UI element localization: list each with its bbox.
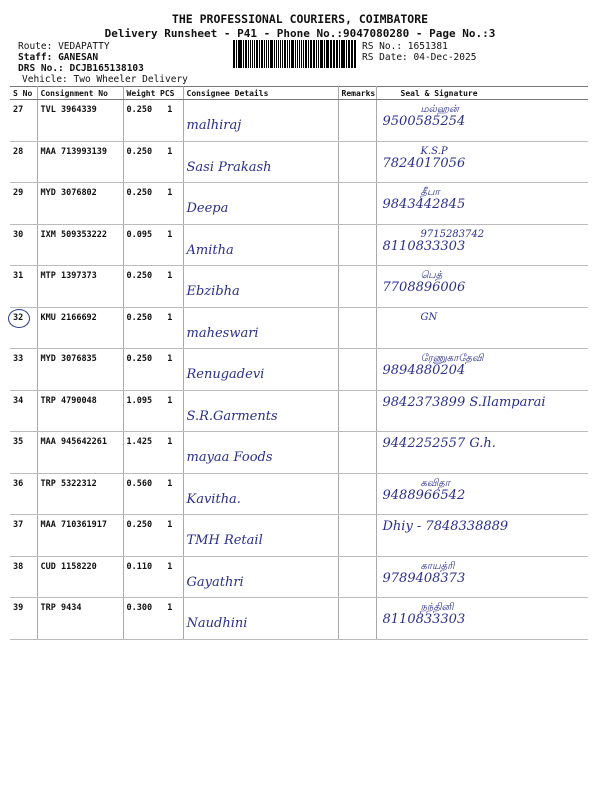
barcode-bar	[248, 40, 250, 68]
rs-no-line	[362, 41, 448, 52]
cell-weight: 0.095	[123, 224, 157, 266]
signature-phone: 7708896006	[382, 280, 466, 295]
vehicle-line	[22, 74, 188, 85]
cell-weight: 1.095	[123, 390, 157, 432]
cell-consignee	[183, 390, 338, 432]
cell-signature	[376, 556, 588, 598]
cell-pcs: 1	[157, 556, 183, 598]
barcode-bar	[333, 40, 335, 68]
cell-signature	[376, 598, 588, 640]
serial-number: 30	[13, 229, 24, 240]
cell-signature	[376, 183, 588, 225]
barcode-bar	[301, 40, 302, 68]
cell-weight: 0.250	[123, 141, 157, 183]
cell-consignee	[183, 183, 338, 225]
cell-pcs: 1	[157, 432, 183, 474]
col-header-consignment: Consignment No	[37, 87, 123, 100]
cell-sno	[10, 224, 37, 266]
barcode-bar	[268, 40, 270, 68]
cell-signature	[376, 266, 588, 308]
cell-consignment: MYD 3076835	[37, 349, 123, 391]
barcode-bar	[324, 40, 325, 68]
barcode-bar	[354, 40, 356, 68]
cell-weight: 1.425	[123, 432, 157, 474]
cell-remarks	[338, 598, 376, 640]
cell-weight: 0.250	[123, 349, 157, 391]
cell-pcs: 1	[157, 183, 183, 225]
signature-phone: 8110833303	[382, 612, 466, 627]
serial-number: 33	[13, 354, 24, 364]
barcode-bar	[254, 40, 255, 68]
cell-sno	[10, 141, 37, 183]
signature-mark: ரேணுகாதேவி	[420, 353, 484, 364]
cell-consignment: IXM 509353222	[37, 224, 123, 266]
signature-mark: K.S.P	[420, 145, 448, 157]
cell-weight: 0.250	[123, 100, 157, 142]
cell-consignee	[183, 100, 338, 142]
cell-sno	[10, 556, 37, 598]
serial-number: 37	[13, 520, 24, 530]
cell-weight: 0.250	[123, 266, 157, 308]
rs-date-line	[362, 52, 476, 63]
cell-sno	[10, 183, 37, 225]
signature-phone: 9789408373	[382, 570, 466, 586]
barcode-bar	[331, 40, 332, 68]
barcode-bar	[252, 40, 253, 68]
barcode-bar	[264, 40, 265, 68]
barcode-bar	[238, 40, 239, 68]
serial-number: 36	[13, 478, 24, 489]
cell-sno	[10, 515, 37, 557]
cell-weight: 0.110	[123, 556, 157, 598]
cell-consignment: MTP 1397373	[37, 266, 123, 308]
cell-signature	[376, 224, 588, 266]
route-value: VEDAPATTY	[58, 41, 110, 52]
cell-signature	[376, 515, 588, 557]
rs-no-value: 1651381	[407, 41, 448, 52]
cell-sno	[10, 598, 37, 640]
consignee-name: maheswari	[186, 325, 259, 341]
table-row	[10, 307, 588, 349]
barcode-bar	[313, 40, 315, 68]
cell-consignment: TRP 9434	[37, 598, 123, 640]
cell-sno	[10, 473, 37, 515]
table-row	[10, 141, 588, 183]
signature-phone: 9894880204	[382, 363, 466, 378]
rs-date-label: RS Date:	[362, 52, 408, 63]
cell-consignment: MAA 713993139	[37, 141, 123, 183]
cell-remarks	[338, 432, 376, 474]
cell-pcs: 1	[157, 100, 183, 142]
signature-phone: Dhiy - 7848338889	[382, 519, 509, 534]
barcode-bar	[276, 40, 277, 68]
barcode-bar	[291, 40, 294, 68]
table-row	[10, 432, 588, 474]
cell-pcs: 1	[157, 390, 183, 432]
cell-weight: 0.250	[123, 307, 157, 349]
cell-consignee	[183, 224, 338, 266]
consignee-name: Sasi Prakash	[186, 159, 272, 175]
barcode-bar	[250, 40, 251, 68]
vehicle-label: Vehicle:	[22, 74, 68, 85]
cell-pcs: 1	[157, 224, 183, 266]
rs-no-label: RS No.:	[362, 41, 403, 52]
cell-signature	[376, 349, 588, 391]
table-row	[10, 224, 588, 266]
staff-line	[18, 52, 98, 63]
cell-consignment: MYD 3076802	[37, 183, 123, 225]
barcode-bar	[245, 40, 247, 68]
consignee-name: Gayathri	[186, 574, 244, 590]
cell-consignee	[183, 556, 338, 598]
consignee-name: Renugadevi	[186, 367, 265, 382]
cell-remarks	[338, 183, 376, 225]
cell-consignment: MAA 710361917	[37, 515, 123, 557]
cell-signature	[376, 473, 588, 515]
drs-line	[18, 63, 144, 74]
barcode-bar	[236, 40, 237, 68]
serial-number: 32	[13, 312, 24, 323]
cell-consignee	[183, 432, 338, 474]
serial-number: 35	[13, 437, 24, 447]
cell-consignment: TRP 5322312	[37, 473, 123, 515]
signature-mark: பெத்	[420, 270, 443, 281]
cell-consignee	[183, 349, 338, 391]
consignee-name: Amitha	[186, 242, 234, 258]
vehicle-value: Two Wheeler Delivery	[73, 74, 188, 85]
table-row	[10, 349, 588, 391]
barcode-bar	[284, 40, 286, 68]
table-row	[10, 473, 588, 515]
cell-remarks	[338, 224, 376, 266]
rs-date-value: 04-Dec-2025	[413, 52, 477, 63]
consignee-name: Deepa	[186, 201, 229, 216]
cell-consignee	[183, 141, 338, 183]
col-header-signature: Seal & Signature	[376, 87, 588, 100]
cell-weight: 0.250	[123, 515, 157, 557]
table-header-row	[10, 87, 588, 100]
cell-signature	[376, 307, 588, 349]
table-row	[10, 515, 588, 557]
barcode-bar	[287, 40, 289, 68]
signature-phone: 9500585254	[382, 114, 466, 129]
barcode-bar	[346, 40, 347, 68]
barcode-bar	[274, 40, 275, 68]
consignee-name: Ebzibha	[186, 284, 240, 299]
cell-remarks	[338, 307, 376, 349]
barcode-bar	[243, 40, 244, 68]
cell-consignee	[183, 598, 338, 640]
serial-number: 39	[13, 603, 24, 613]
signature-phone: 9843442845	[382, 197, 466, 212]
signature-mark: காயத்ரி	[420, 560, 455, 572]
cell-pcs: 1	[157, 307, 183, 349]
cell-signature	[376, 432, 588, 474]
cell-weight: 0.250	[123, 183, 157, 225]
signature-mark: நந்தினி	[420, 602, 454, 613]
signature-mark: மல்ஹன்	[420, 104, 459, 115]
cell-consignee	[183, 473, 338, 515]
barcode	[233, 40, 357, 68]
drs-label: DRS No.:	[18, 63, 64, 74]
table-row	[10, 183, 588, 225]
barcode-bar	[256, 40, 259, 68]
cell-sno	[10, 432, 37, 474]
signature-mark: GN	[420, 311, 438, 323]
runsheet-table	[10, 86, 588, 640]
cell-pcs: 1	[157, 515, 183, 557]
barcode-bar	[341, 40, 342, 68]
document-subtitle: Delivery Runsheet - P41 - Phone No.:9047080280 - Page No.:3	[104, 27, 496, 40]
col-header-sno: S No	[10, 87, 37, 100]
cell-consignment: CUD 1158220	[37, 556, 123, 598]
table-row	[10, 100, 588, 142]
document-title: THE PROFESSIONAL COURIERS, COIMBATORE	[171, 12, 429, 26]
table-row	[10, 556, 588, 598]
cell-consignee	[183, 307, 338, 349]
cell-signature	[376, 390, 588, 432]
consignee-name: S.R.Garments	[186, 408, 278, 424]
cell-sno	[10, 390, 37, 432]
barcode-bar	[339, 40, 340, 68]
barcode-bar	[351, 40, 352, 68]
staff-value: GANESAN	[58, 52, 99, 63]
barcode-bar	[305, 40, 307, 68]
barcode-bar	[239, 40, 242, 68]
cell-remarks	[338, 390, 376, 432]
serial-number: 34	[13, 395, 24, 406]
col-header-remarks: Remarks	[338, 87, 376, 100]
cell-consignment: TVL 3964339	[37, 100, 123, 142]
cell-consignment: MAA 945642261	[37, 432, 123, 474]
barcode-bar	[310, 40, 313, 68]
staff-label: Staff:	[18, 52, 53, 63]
barcode-bar	[266, 40, 267, 68]
cell-weight: 0.560	[123, 473, 157, 515]
cell-consignment: KMU 2166692	[37, 307, 123, 349]
col-header-pcs: PCS	[157, 87, 183, 100]
signature-phone: 9442252557 G.h.	[382, 436, 496, 451]
cell-remarks	[338, 266, 376, 308]
cell-remarks	[338, 141, 376, 183]
table-row	[10, 390, 588, 432]
barcode-bar	[289, 40, 290, 68]
cell-remarks	[338, 473, 376, 515]
barcode-bar	[295, 40, 296, 68]
barcode-bar	[297, 40, 298, 68]
barcode-bar	[336, 40, 338, 68]
barcode-bar	[282, 40, 283, 68]
table-row	[10, 266, 588, 308]
consignee-name: Naudhini	[186, 616, 248, 631]
cell-sno	[10, 307, 37, 349]
cell-consignee	[183, 266, 338, 308]
cell-remarks	[338, 349, 376, 391]
barcode-bar	[316, 40, 317, 68]
cell-pcs: 1	[157, 266, 183, 308]
consignee-name: malhiraj	[186, 118, 242, 133]
barcode-bar	[303, 40, 304, 68]
cell-sno	[10, 349, 37, 391]
consignee-name: Kavitha.	[186, 491, 241, 507]
serial-number: 27	[13, 105, 24, 115]
barcode-bar	[299, 40, 301, 68]
route-line	[18, 41, 110, 52]
barcode-bar	[280, 40, 281, 68]
table-row	[10, 598, 588, 640]
consignee-name: mayaa Foods	[186, 450, 273, 465]
cell-pcs: 1	[157, 598, 183, 640]
consignee-name: TMH Retail	[186, 533, 263, 548]
serial-number: 29	[13, 188, 24, 198]
serial-number: 38	[13, 561, 24, 572]
barcode-bar	[233, 40, 235, 68]
cell-consignee	[183, 515, 338, 557]
col-header-weight: Weight	[123, 87, 157, 100]
cell-sno	[10, 100, 37, 142]
signature-phone: 8110833303	[382, 238, 466, 254]
cell-remarks	[338, 556, 376, 598]
barcode-bar	[259, 40, 260, 68]
barcode-bar	[330, 40, 331, 68]
barcode-bar	[348, 40, 350, 68]
cell-weight: 0.300	[123, 598, 157, 640]
cell-remarks	[338, 515, 376, 557]
barcode-bar	[342, 40, 345, 68]
cell-signature	[376, 141, 588, 183]
barcode-bar	[320, 40, 321, 68]
barcode-bar	[326, 40, 329, 68]
barcode-bar	[261, 40, 263, 68]
route-label: Route:	[18, 41, 53, 52]
signature-mark: தீபா	[420, 187, 440, 198]
barcode-bar	[321, 40, 323, 68]
signature-phone: 9842373899 S.Ilamparai	[382, 394, 546, 410]
barcode-bar	[278, 40, 280, 68]
col-header-consignee: Consignee Details	[183, 87, 338, 100]
signature-phone: 9488966542	[382, 487, 466, 503]
serial-number: 28	[13, 146, 24, 157]
cell-pcs: 1	[157, 473, 183, 515]
cell-pcs: 1	[157, 349, 183, 391]
cell-consignment: TRP 4790048	[37, 390, 123, 432]
cell-sno	[10, 266, 37, 308]
drs-value: DCJB165138103	[69, 63, 144, 74]
barcode-bar	[318, 40, 319, 68]
serial-number: 31	[13, 271, 24, 281]
signature-mark: 9715283742	[420, 228, 485, 240]
signature-phone: 7824017056	[382, 155, 466, 171]
cell-remarks	[338, 100, 376, 142]
cell-signature	[376, 100, 588, 142]
barcode-bar	[352, 40, 353, 68]
cell-pcs: 1	[157, 141, 183, 183]
barcode-bar	[308, 40, 309, 68]
barcode-bar	[270, 40, 273, 68]
signature-mark: கவிதா	[420, 477, 451, 489]
